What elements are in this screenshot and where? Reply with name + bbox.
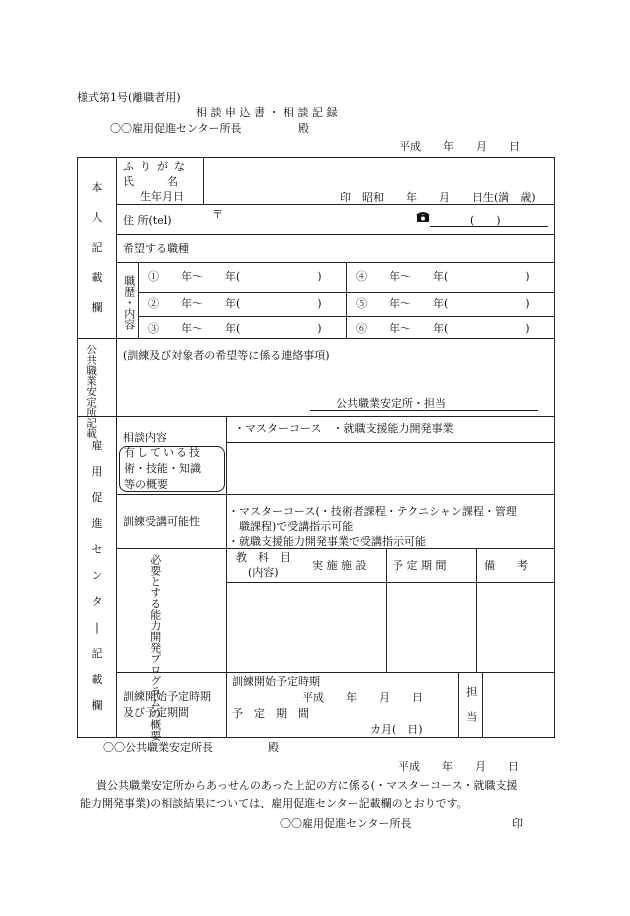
start-label-line-2: 及び予定期間 [123, 706, 189, 719]
era-label: 昭和 [362, 191, 384, 204]
skills-line-1: 有している技 [124, 446, 202, 459]
program-header-period: 予 定 期 間 [392, 559, 447, 572]
skills-line-2: 術・技能・知識 [124, 462, 201, 475]
history-row-2-left: ② 年〜 年( ) [148, 297, 322, 310]
birth-date-fields: 年 月 日生(満 歳) [406, 191, 536, 204]
footer-body-line-1: 貴公共職業安定所からあっせんのあった上記の方に係る(・マスターコース・就職支援 [96, 779, 518, 792]
training-label: 訓練受講可能性 [123, 515, 200, 528]
name-label: 氏 名 [123, 175, 178, 188]
history-row-3-left: ③ 年〜 年( ) [148, 322, 322, 335]
person-in-charge-label: 担当 [464, 686, 478, 736]
start-field-period: 予 定 期 間 [232, 707, 309, 720]
public-office-note: (訓練及び対象者の希望等に係る連絡事項) [123, 349, 330, 362]
program-header-remarks: 備 考 [484, 559, 528, 572]
desired-job-label: 希望する職種 [123, 242, 189, 255]
history-row-1-right: ④ 年〜 年( ) [356, 270, 530, 283]
training-line-3: ・就職支援能力開発事業で受講指示可能 [228, 535, 426, 548]
training-line-2: 職課程)で受講指示可能 [228, 520, 354, 533]
furigana-label: ふりがな [123, 160, 191, 173]
start-label-line-1: 訓練開始予定時期 [123, 690, 211, 703]
program-label: 必要とする能力開発プログラムの概要 [148, 554, 162, 741]
public-office-signature: 公共職業安定所・担当 [336, 397, 446, 410]
phone-parens: ( ) [470, 214, 501, 227]
footer-addressee: 〇〇公共職業安定所長 [103, 741, 213, 754]
seal-mark: 印 [340, 191, 351, 204]
consultation-form [77, 157, 555, 741]
consult-content-label: 相談内容 [123, 431, 167, 444]
start-field-title: 訓練開始予定時期 [232, 675, 320, 688]
footer-honorific: 殿 [268, 741, 279, 754]
center-section-label: 雇 用 促 進 セ ン タ | 記 載 欄 [91, 439, 103, 712]
history-label: 職歴・内容 [122, 275, 136, 330]
footer-body-line-2: 能力開発事業)の相談結果については、雇用促進センター記載欄のとおりです。 [80, 797, 468, 810]
postal-mark: 〒 [212, 208, 223, 221]
course-options: ・マスターコース ・就職支援能力開発事業 [234, 422, 454, 435]
addressee-top: 〇〇雇用促進センター所長 [110, 122, 242, 135]
address-label: 住 所(tel) [123, 214, 172, 227]
birth-label: 生年月日 [140, 190, 184, 203]
program-header-subject: 教 科 目 [236, 551, 291, 564]
start-field-date: 平成 年 月 日 [302, 691, 423, 704]
program-header-subject-sub: (内容) [248, 566, 279, 579]
start-field-months: カ月( 日) [370, 723, 423, 736]
phone-icon [416, 211, 430, 225]
history-row-3-right: ⑥ 年〜 年( ) [356, 322, 530, 335]
personal-section-label: 本 人 記 載 欄 [91, 181, 103, 314]
history-row-2-right: ⑤ 年〜 年( ) [356, 297, 530, 310]
history-row-1-left: ① 年〜 年( ) [148, 270, 322, 283]
training-line-1: ・マスターコース(・技術者課程・テクニシャン課程・管理 [228, 505, 517, 518]
form-title: 相 談 申 込 書 ・ 相 談 記 録 [196, 106, 338, 119]
footer-date: 平成 年 月 日 [398, 760, 519, 773]
honorific-top: 殿 [298, 122, 309, 135]
date-top: 平成 年 月 日 [399, 140, 520, 153]
public-office-section-label: 公共職業安定所記載 [85, 344, 98, 439]
skills-line-3: 等の概要 [124, 478, 168, 491]
form-number: 様式第1号(離職者用) [77, 91, 181, 104]
program-header-facility: 実 施 施 設 [312, 559, 367, 572]
footer-signer: 〇〇雇用促進センター所長 [280, 817, 412, 830]
footer-seal: 印 [512, 817, 523, 830]
